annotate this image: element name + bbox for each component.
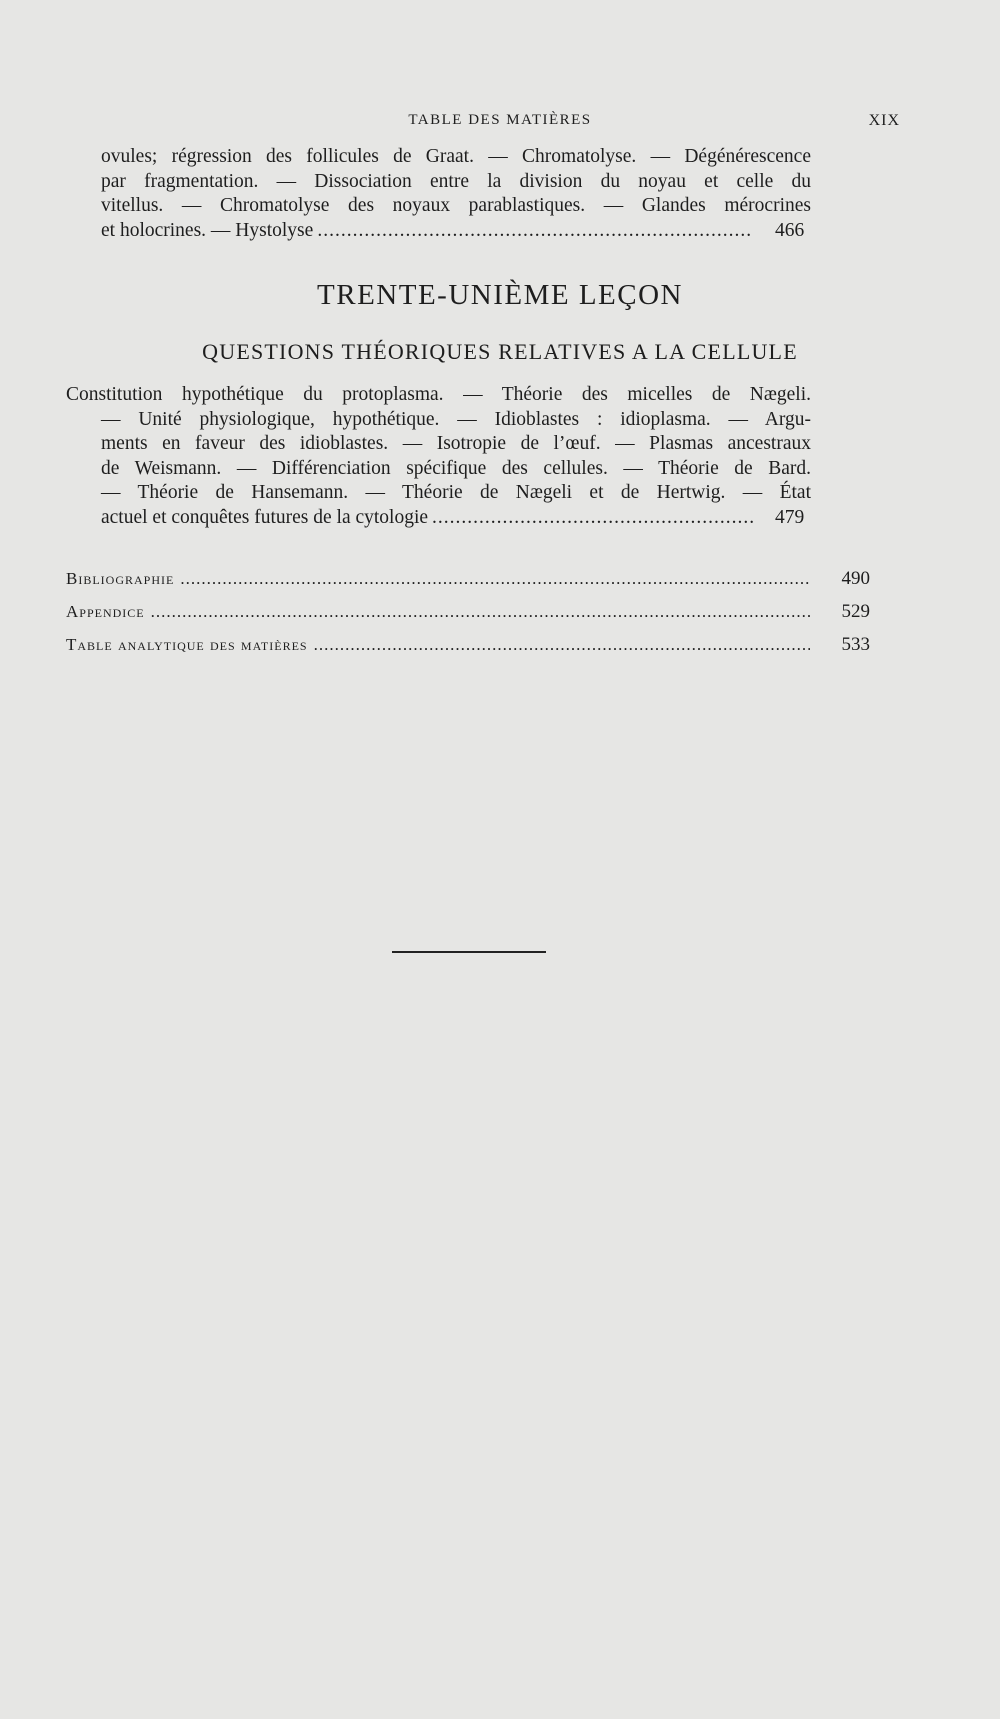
summary-line: vitellus. — Chromatolyse des noyaux parablastiques. — Glandes mérocrines bbox=[101, 195, 811, 216]
toc-entry-appendice bbox=[66, 601, 870, 627]
summary-line: — Théorie de Hansemann. — Théorie de Nægeli et de Hertwig. — État bbox=[101, 482, 811, 503]
page-number: 533 bbox=[841, 634, 870, 655]
toc-entry-bibliographie bbox=[66, 568, 870, 594]
page-number: 479 bbox=[775, 506, 805, 528]
dot-leader bbox=[180, 569, 810, 589]
lecon-summary bbox=[66, 383, 811, 530]
closing-rule bbox=[392, 951, 546, 953]
summary-line: — Unité physiologique, hypothétique. — Idioblastes : idioplasma. — Argu- bbox=[101, 408, 811, 430]
continued-lecon-summary bbox=[101, 145, 811, 243]
page-folio: XIX bbox=[868, 112, 900, 129]
summary-line: actuel et conquêtes futures de la cytologie bbox=[101, 506, 429, 528]
dot-leader bbox=[317, 219, 753, 244]
summary-line: Constitution hypothétique du protoplasma. — Théorie des micelles de Nægeli. bbox=[66, 384, 811, 405]
summary-last-line bbox=[101, 219, 811, 244]
summary-line: ments en faveur des idioblastes. — Isotropie de l’œuf. — Plasmas ancestraux bbox=[101, 433, 811, 454]
summary-line: ovules; régression des follicules de Graat. — Chromatolyse. — Dégénérescence bbox=[101, 146, 811, 167]
toc-entry-label: Bibliographie bbox=[66, 569, 175, 588]
summary-line: par fragmentation. — Dissociation entre la division du noyau et celle du bbox=[101, 170, 811, 192]
lecon-subtitle: QUESTIONS THÉORIQUES RELATIVES A LA CELLULE bbox=[202, 339, 798, 364]
summary-line: et holocrines. — Hystolyse bbox=[101, 219, 314, 241]
dot-leader bbox=[432, 506, 753, 531]
toc-entry-label: Table analytique des matières bbox=[66, 635, 308, 654]
running-head bbox=[0, 112, 1000, 132]
page-number: 490 bbox=[841, 568, 870, 589]
lecon-title: TRENTE-UNIÈME LEÇON bbox=[317, 279, 683, 311]
toc-entry-label: Appendice bbox=[66, 602, 145, 621]
page-number: 466 bbox=[775, 219, 805, 241]
summary-line: de Weismann. — Différenciation spécifique des cellules. — Théorie de Bard. bbox=[101, 457, 811, 479]
page-number: 529 bbox=[841, 601, 870, 622]
toc-entry-table-analytique bbox=[66, 634, 870, 660]
dot-leader bbox=[151, 602, 810, 622]
dot-leader bbox=[314, 635, 810, 655]
running-head-title: TABLE DES MATIÈRES bbox=[408, 112, 592, 128]
summary-last-line bbox=[101, 506, 811, 531]
